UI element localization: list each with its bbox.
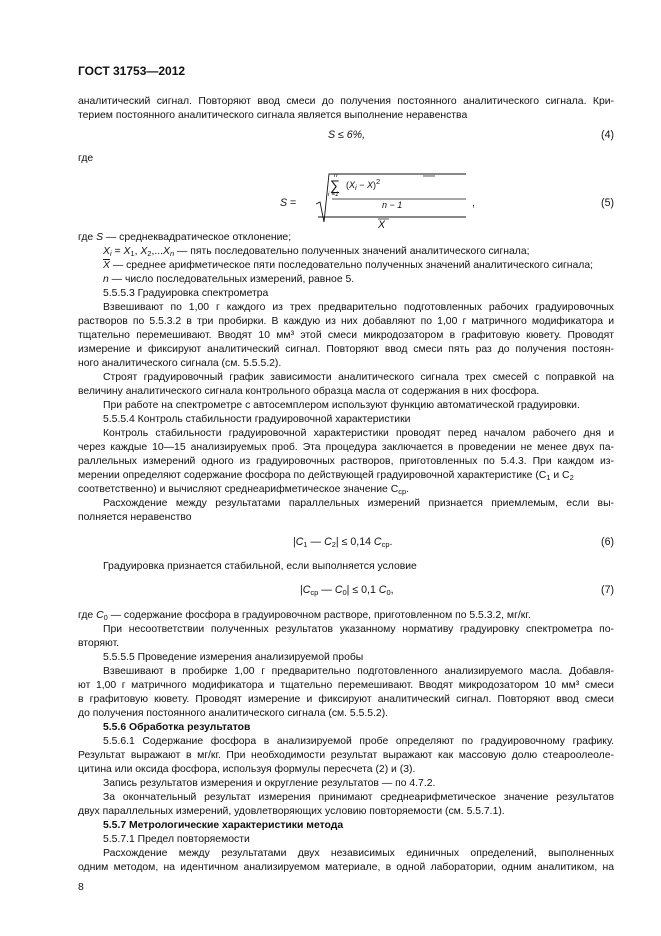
eq5-numerator: $(X_i - X)^2$: [346, 177, 381, 192]
sum-sign: ∑: [330, 177, 340, 193]
text-line: цитина или оксида фосфора, используя формулы пересчета (2) и (3).: [78, 764, 416, 775]
text-line: Контроль стабильности градуировочной характеристики проводят перед началом рабочего дня и: [103, 428, 614, 439]
section-title-5553: 5.5.5.3 Градуировка спектрометра: [103, 288, 269, 299]
equation-number-5: (5): [601, 197, 614, 209]
document-header: ГОСТ 31753—2012: [78, 64, 186, 78]
equation-number-4: (4): [601, 129, 614, 141]
text-line: тщательно перемешивают. Вводят 10 мм³ этой смеси микродозатором в графитовую кювету. Проводят: [78, 330, 614, 341]
text-line: аналитический сигнал. Повторяют ввод смеси до получения постоянного аналитического сигнала. Кри-: [78, 96, 614, 107]
text-line: до получения постоянного аналитического сигнала (см. 5.5.5.2).: [78, 708, 389, 719]
eq5-lhs: S =: [280, 197, 297, 209]
equation-5: [280, 172, 476, 234]
text-line: величину аналитического сигнала контрольного образца масла от содержания в них фосфора.: [78, 386, 540, 397]
section-title-5555: 5.5.5.5 Проведение измерения анализируемой пробы: [103, 652, 364, 663]
text-line: Строят градуировочный график зависимости аналитического сигнала трех смесей с поправкой на: [103, 372, 614, 383]
text-line: ют 1,00 г матричного модификатора и тщательно перемешивают. Вводят микродозатором 10 мм³ смеси: [78, 680, 614, 691]
text-line: Градуировка признается стабильной, если выполняется условие: [103, 561, 417, 572]
text-line: Расхождение между результатами параллельных измерений признается приемлемым, если вы-: [103, 498, 614, 509]
page-number: 8: [78, 882, 84, 893]
text-line: Взвешивают в пробирке 1,00 г предварительно подготовленного анализируемого масла. Добавля-: [103, 666, 614, 677]
eq5-comma: ,: [472, 197, 475, 209]
text-line: терием постоянного аналитического сигнала является выполнение неравенства: [78, 110, 468, 121]
eq4-text: S ≤ 6%,: [328, 129, 366, 141]
text-line: одним методом, на идентичном анализируемом материале, в одной лаборатории, одним аналитиком, на: [78, 862, 614, 873]
definition-xbar: $\overline{X}$ — среднее арифметическое пяти последовательно полученных значений аналитического сигнала;: [103, 260, 594, 271]
text-line: двух параллельных измерений, удовлетворяющих условию повторяемости (см. 5.5.7.1).: [78, 806, 505, 817]
text-line: При работе на спектрометре с автосемплером используют функцию автоматической градуировки.: [103, 400, 580, 411]
equation-6: $|C_1$ — $C_2| \le 0,14$ $C_{ср}$.: [293, 536, 393, 549]
text-line: Расхождение между результатами двух независимых единичных определений, выполненных: [103, 848, 614, 859]
text-line: 5.5.6.1 Содержание фосфора в анализируемой пробе определяют по градуировочному графику.: [103, 736, 614, 747]
text-line: измерение и фиксируют аналитический сигнал. Повторяют ввод смеси пять раз до получения постоян-: [78, 344, 614, 355]
text-line: соответственно) и вычисляют среднеарифметическое значение $C_{ср}$.: [78, 484, 410, 496]
section-title-557: 5.5.7 Метрологические характеристики метода: [103, 820, 344, 831]
text-line: в графитовую кювету. Проводят измерение и фиксируют аналитический сигнал. Повторяют ввод смеси: [78, 694, 614, 705]
text-line: через каждые 10—15 анализируемых проб. Эта процедура заключается в проведении не менее двух па-: [78, 442, 614, 453]
equation-number-6: (6): [601, 536, 614, 548]
section-title-556: 5.5.6 Обработка результатов: [103, 722, 251, 733]
section-title-5554: 5.5.5.4 Контроль стабильности градуировочной характеристики: [103, 414, 411, 425]
eq5-inner-denominator: n − 1: [382, 200, 403, 210]
text-line: полняется неравенство: [78, 512, 192, 523]
text-line: вторяют.: [78, 638, 120, 649]
text-line: Запись результатов измерения и округление результатов — по 4.7.2.: [103, 778, 436, 789]
text-line: раллельных измерений одного из градуировочных растворов, приготовленных по 5.4.3. При каждом из-: [78, 456, 614, 467]
where-label: где: [78, 153, 94, 164]
equation-number-7: (7): [601, 584, 614, 596]
text-line: За окончательный результат измерения принимают среднеарифметическое значение результатов: [103, 792, 614, 803]
text-line: При несоответствии полученных результатов указанному нормативу градуировку спектрометра по-: [103, 624, 614, 635]
definition-x: $X_i = X_1$, $X_2,...X_n$ — пять последовательно полученных значений аналитического сигнала;: [103, 246, 530, 258]
equation-7: $|C_{ср}$ — $C_0| \le 0,1$ $C_0$,: [300, 584, 394, 597]
definition-s: где S — среднеквадратическое отклонение;: [78, 232, 292, 243]
definition-c0: где $C_0$ — содержание фосфора в градуировочном растворе, приготовленном по 5.5.3.2, мг/кг.: [78, 610, 531, 622]
sum-lower: i =1: [328, 191, 339, 198]
text-line: ного аналитического сигнала (см. 5.5.5.2).: [78, 358, 282, 369]
sum-upper: n: [334, 172, 338, 179]
definition-n: n — число последовательных измерений, равное 5.: [103, 274, 355, 285]
equation-4: [328, 129, 365, 141]
eq5-outer-denominator: X: [378, 219, 386, 231]
text-line: мерении определяют содержание фосфора по действующей градуировочной характеристике ($C_1$ и $C_2$: [78, 470, 574, 482]
text-line: растворов по 5.5.3.2 в три пробирки. В каждую из них добавляют по 1,00 г матричного модификатора и: [78, 316, 614, 327]
section-title-5571: 5.5.7.1 Предел повторяемости: [103, 834, 250, 845]
text-line: Взвешивают по 1,00 г каждого из трех предварительно подготовленных рабочих градуировочных: [103, 302, 614, 313]
text-line: Результат выражают в мг/кг. При необходимости результат выражают как массовую долю стеароолеоле-: [78, 750, 614, 761]
